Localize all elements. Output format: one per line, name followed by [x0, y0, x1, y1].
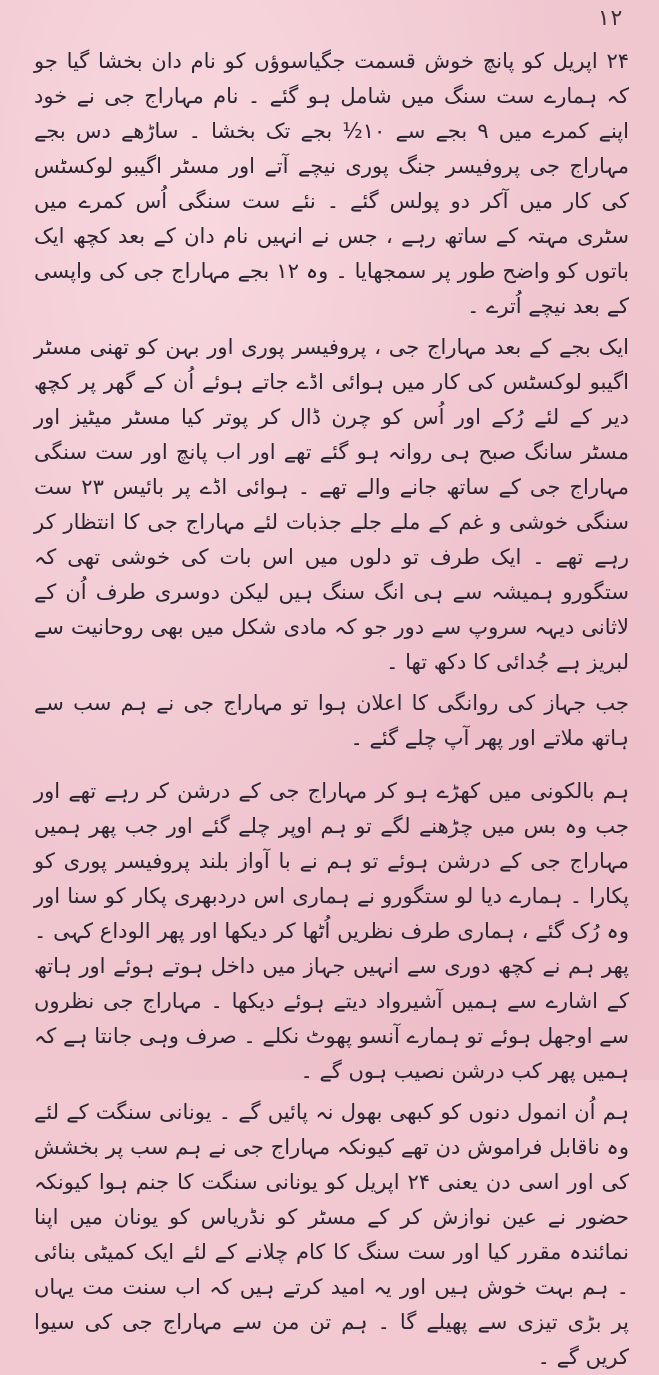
paragraph: ہم اُن انمول دنوں کو کبھی بھول نہ پائیں گے ۔ یونانی سنگت کے لئے وہ ناقابل فراموش دن تھے کیونکہ مہاراج جی نے ہم سب پر بخشش کی اور اسی دن یعنی ۲۴ اپریل کو یونانی سنگت کا جنم ہوا کیونکہ حضور نے عین نوازش کر کے مسٹر کو نڈریاس کو یونان میں اپنا نمائندہ مقرر کیا اور ست سنگ کا کام چلانے کے لئے ایک کمیٹی بنائی ۔ ہم بہت خوش ہیں اور یہ امید کرتے ہیں کہ اب سنت مت یہاں پر بڑی تیزی سے پھیلے گا ۔ ہم تن من سے مہاراج جی کی سیوا کریں گے ۔	[34, 1100, 629, 1369]
paragraph: ۲۴ اپریل کو پانچ خوش قسمت جگیاسوؤں کو نام دان بخشا گیا جو کہ ہمارے ست سنگ میں شامل ہو گئے ۔ نام مہاراج جی نے خود اپنے کمرے میں ۹ بجے سے ۱۰½ بجے تک بخشا ۔ ساڑھے دس بجے مہاراج جی پروفیسر جنگ پوری نیچے آتے اور مسٹر اگیبو لوکسٹس کی کار میں آکر دو پولس گئے ۔ نئے ست سنگی اُس کمرے میں سٹری مہتہ کے ساتھ رہے ، جس نے انہیں نام دان کے بعد کچھ ایک باتوں کو واضح طور پر سمجھایا ۔ وہ ۱۲ بجے مہاراج جی کی واپسی کے بعد نیچے اُترے ۔	[34, 49, 630, 318]
document-body	[34, 44, 630, 1369]
page-number: ۱۲	[596, 6, 623, 31]
paragraph: ایک بجے کے بعد مہاراج جی ، پروفیسر پوری اور بہن کو تھنی مسٹر اگیبو لوکسٹس کی کار میں ہوائی اڈے جاتے ہوئے اُن کے گھر پر کچھ دیر کے لئے رُکے اور اُس کو چرن ڈال کر پوتر کیا مسٹر میٹیز اور مسٹر سانگ صبح ہی روانہ ہو گئے تھے اور اب پانچ اور ست سنگی مہاراج جی کے ساتھ جانے والے تھے ۔ ہوائی اڈے پر بائیس ۲۳ ست سنگی خوشی و غم کے ملے جلے جذبات لئے مہاراج جی کا انتظار کر رہے تھے ۔ ایک طرف تو دلوں میں اس بات کی خوشی تھی کہ ستگورو ہمیشہ سے ہی انگ سنگ ہیں لیکن دوسری طرف اُن کے لاثانی دیہہ سروپ سے دور جو کہ مادی شکل میں بھی روحانیت سے لبریز ہے جُدائی کا دکھ تھا ۔	[34, 335, 629, 674]
paragraph: جب جہاز کی روانگی کا اعلان ہوا تو مہاراج جی نے ہم سب سے ہاتھ ملاتے اور پھر آپ چلے گئے ۔	[34, 691, 629, 750]
paragraph: ہم بالکونی میں کھڑے ہو کر مہاراج جی کے درشن کر رہے تھے اور جب وہ بس میں چڑھنے لگے تو ہم اوپر چلے گئے اور جب پھر ہمیں مہاراج جی کے درشن ہوئے تو ہم نے با آواز بلند پروفیسر پوری کو پکارا ۔ ہمارے دیا لو ستگورو نے ہماری اس دردبھری پکار کو سنا اور وہ رُک گئے ، ہماری طرف نظریں اُٹھا کر دیکھا اور پھر الوداع کہی ۔ پھر ہم نے کچھ دوری سے انہیں جہاز میں داخل ہوتے ہوئے اور ہاتھ کے اشارے سے ہمیں آشیرواد دیتے ہوئے دیکھا ۔ مہاراج جی نظروں سے اوجھل ہوئے تو ہمارے آنسو پھوٹ نکلے ۔ صرف وہی جانتا ہے کہ ہمیں پھر کب درشن نصیب ہوں گے ۔	[34, 779, 629, 1083]
